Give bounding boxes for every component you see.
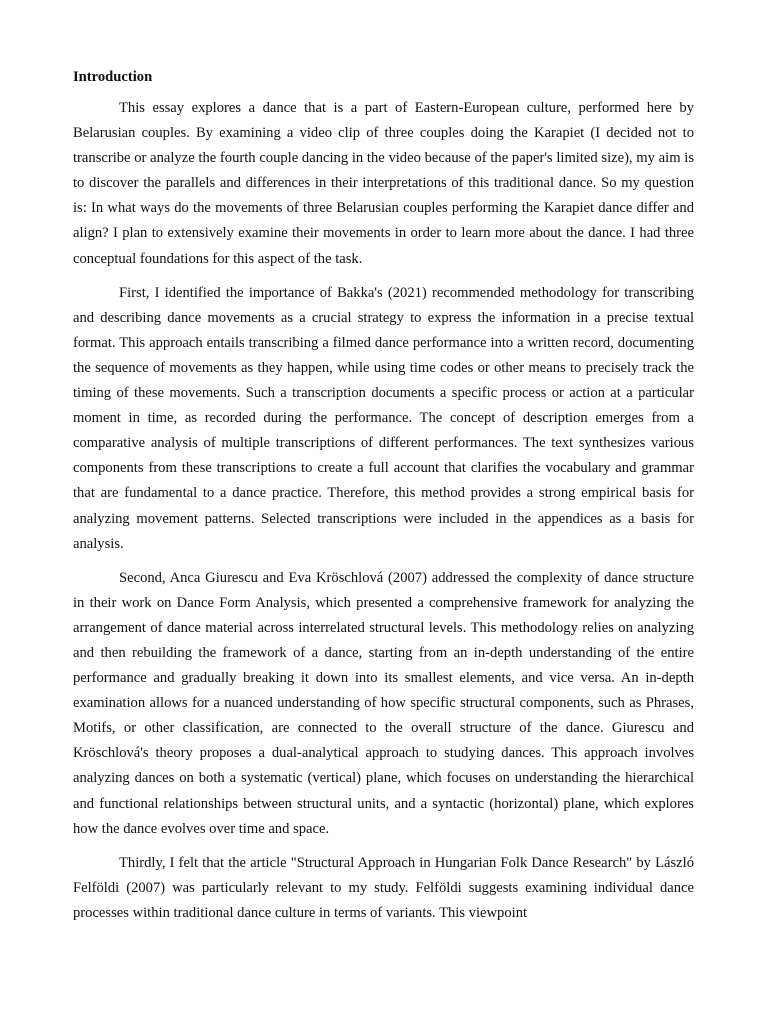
paragraph-4: Thirdly, I felt that the article "Structural Approach in Hungarian Folk Dance Research" by László Felföldi (2007) was particularly relevant to my study. Felföldi suggests examining individual dance processes within traditional dance culture in terms of variants. This viewpoint [73, 854, 694, 921]
paragraph-1: This essay explores a dance that is a part of Eastern-European culture, performed here by Belarusian couples. By examining a video clip of three couples doing the Karapiet (I decided not to transcribe or analyze the fourth couple dancing in the video because of the paper's limited size), my aim is to discover the parallels and differences in their interpretations of this traditional dance. So my question is: In what ways do the movements of three Belarusian couples performing the Karapiet dance differ and align? I plan to extensively examine their movements in order to learn more about the dance. I had three conceptual foundations for this aspect of the task. [73, 100, 694, 267]
document-body [73, 66, 694, 935]
paragraph-3: Second, Anca Giurescu and Eva Kröschlová (2007) addressed the complexity of dance structure in their work on Dance Form Analysis, which presented a comprehensive framework for analyzing the arrangement of dance material across interrelated structural levels. This methodology relies on analyzing and then rebuilding the framework of a dance, starting from an in-depth understanding of the entire performance and gradually breaking it down into its smallest elements, and vice versa. An in-depth examination allows for a nuanced understanding of how specific structural components, such as Phrases, Motifs, or other classification, are connected to the overall structure of the dance. Giurescu and Kröschlová's theory proposes a dual-analytical approach to studying dances. This approach involves analyzing dances on both a systematic (vertical) plane, which focuses on understanding the hierarchical and functional relationships between structural units, and a syntactic (horizontal) plane, which explores how the dance evolves over time and space. [73, 569, 694, 837]
section-heading: Introduction [73, 69, 153, 85]
paragraph-2: First, I identified the importance of Bakka's (2021) recommended methodology for transcribing and describing dance movements as a crucial strategy to express the information in a precise textual format. This approach entails transcribing a filmed dance performance into a written record, documenting the sequence of movements as they happen, while using time codes or other means to precisely track the timing of these movements. Such a transcription documents a specific process or action at a particular moment in time, as recorded during the performance. The concept of description emerges from a comparative analysis of multiple transcriptions of different performances. The text synthesizes various components from these transcriptions to create a full account that clarifies the vocabulary and grammar that are fundamental to a dance practice. Therefore, this method provides a strong empirical basis for analyzing movement patterns. Selected transcriptions were included in the appendices as a basis for analysis. [73, 284, 694, 552]
